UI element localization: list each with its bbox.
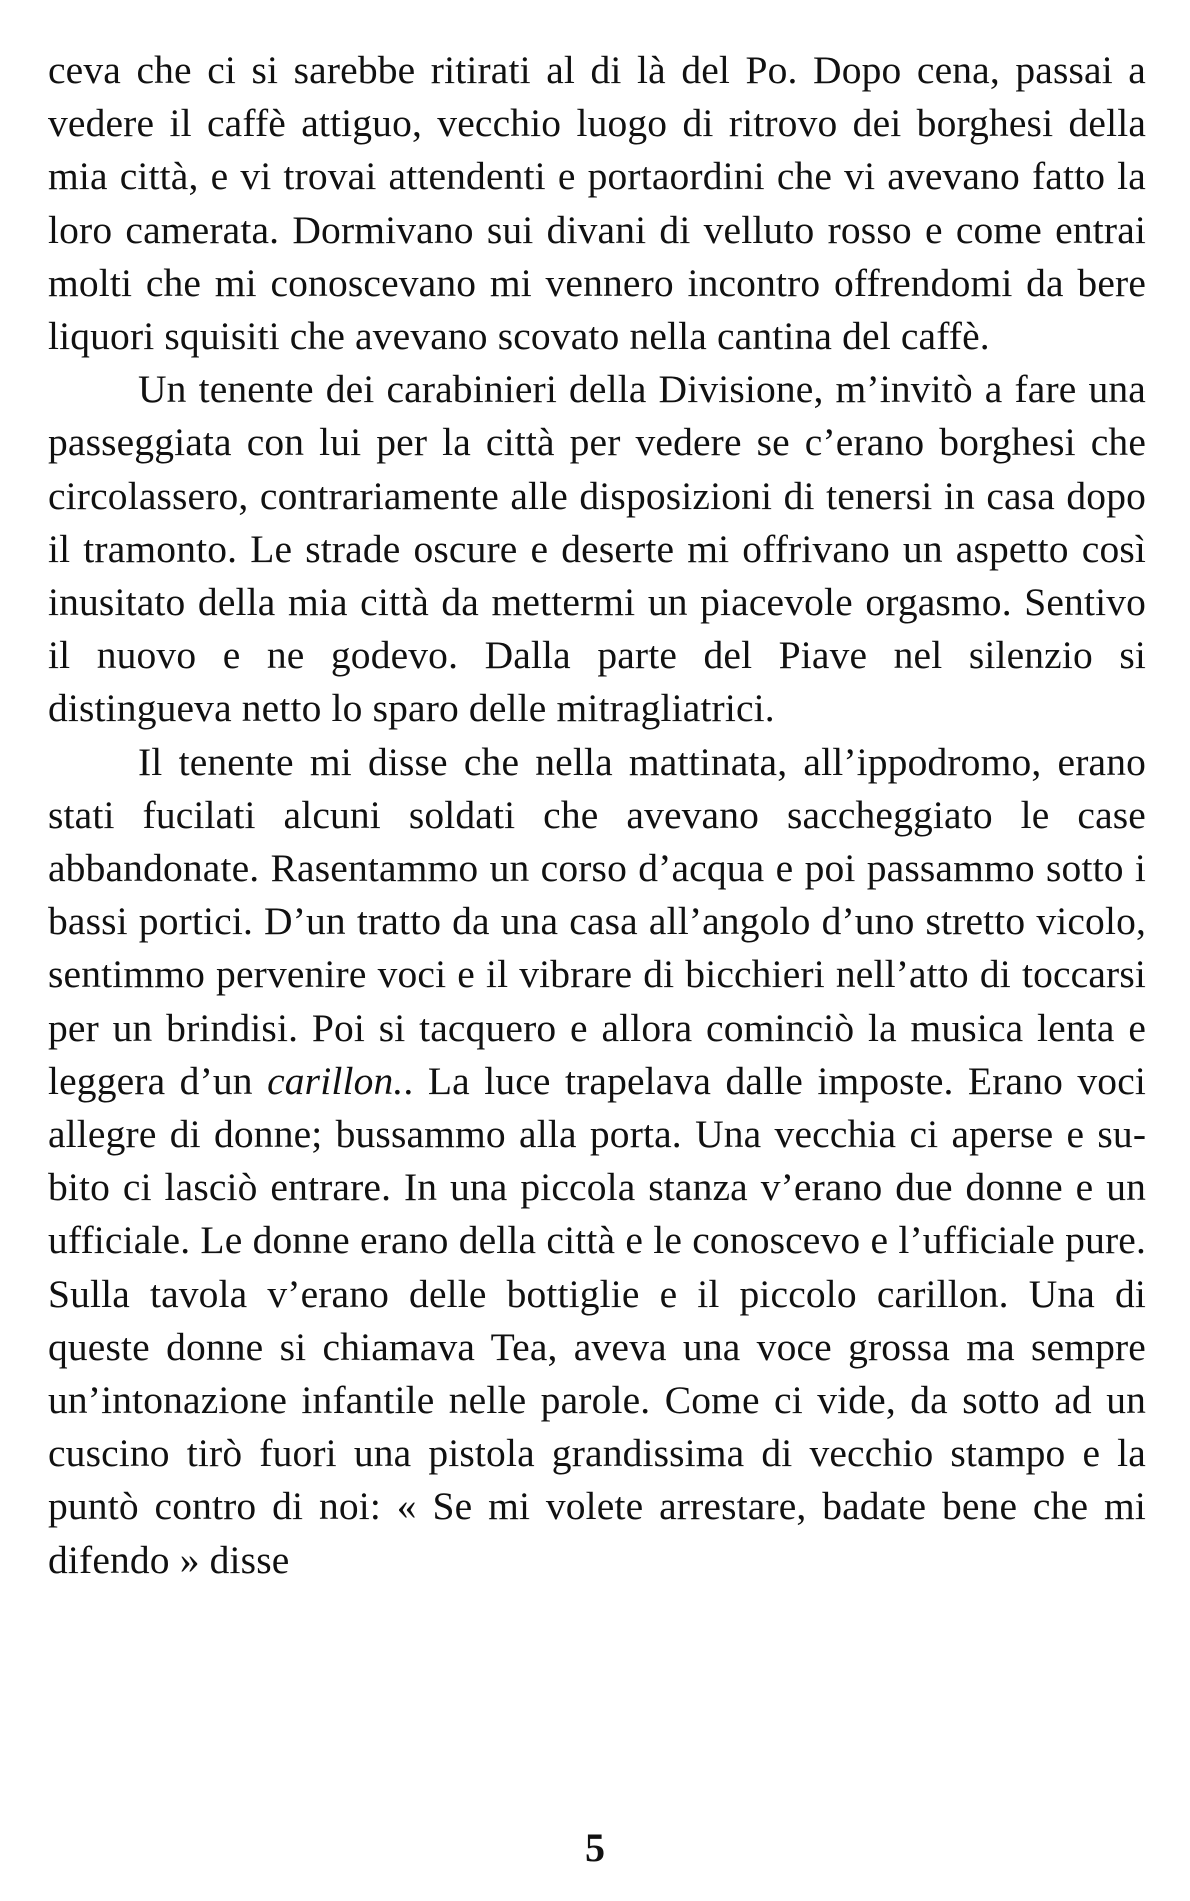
body-text	[48, 44, 1146, 1587]
paragraph-1-text: ceva che ci si sarebbe ritirati al di là del Po. Dopo cena, passai a vedere il caffè attiguo, vecchio luogo di ritrovo dei borghesi della mia città, e vi trovai attendenti e portaordini che vi avevano fatto la loro camerata. Dormivano sui divani di velluto rosso e come entrai molti che mi conoscevano mi vennero incontro offrendomi da bere liquori squisiti che avevano scovato nella cantina del caffè.	[48, 48, 1146, 359]
paragraph-3-text-end: . La luce trapelava dalle imposte. Erano voci allegre di donne; bussammo alla porta. Una vecchia ci aperse e subito ci lasciò entrare. In una piccola stanza v’erano due donne e un ufficiale. Le donne erano della città e le conoscevo e l’ufficiale pure. Sulla tavola v’erano delle bottiglie e il piccolo carillon. Una di queste donne si chiamava Tea, aveva una voce grossa ma sempre un’intonazione infantile nelle parole. Come ci vide, da sotto ad un cuscino tirò fuori una pistola grandissima di vecchio stampo e la puntò contro di noi: « Se mi volete arrestare, badate bene che mi difendo » disse	[48, 1058, 1147, 1582]
paragraph-2-text: Un tenente dei carabinieri della Divisione, m’invitò a fare una passeggiata con lui per la città per vedere se c’erano borghesi che circolassero, contrariamente alle disposizioni di tenersi in casa dopo il tramonto. Le strade oscure e deserte mi offrivano un aspetto così inusitato della mia città da mettermi un piacevole orgasmo. Sentivo il nuovo e ne godevo. Dalla parte del Piave nel silenzio si distingueva netto lo sparo delle mitragliatrici.	[48, 367, 1146, 731]
paragraph-2	[48, 363, 1146, 735]
paragraph-3-italic-word: carillon.	[267, 1058, 404, 1103]
paragraph-1	[48, 44, 1146, 363]
paragraph-3	[48, 736, 1146, 1587]
page-number: 5	[585, 1825, 605, 1870]
paragraph-3-text-start: Il tenente mi disse che nella mattinata, all’ippodromo, erano stati fucilati alcuni soldati che avevano saccheggiato le case abbandonate. Rasentammo un corso d’acqua e poi passammo sotto i bassi portici. D’un tratto da una casa all’angolo d’uno stretto vicolo, sentimmo pervenire voci e il vibrare di bicchieri nell’atto di toccarsi per un brindisi. Poi si tacquero e allora cominciò la musica lenta e leggera d’un	[48, 739, 1146, 1103]
